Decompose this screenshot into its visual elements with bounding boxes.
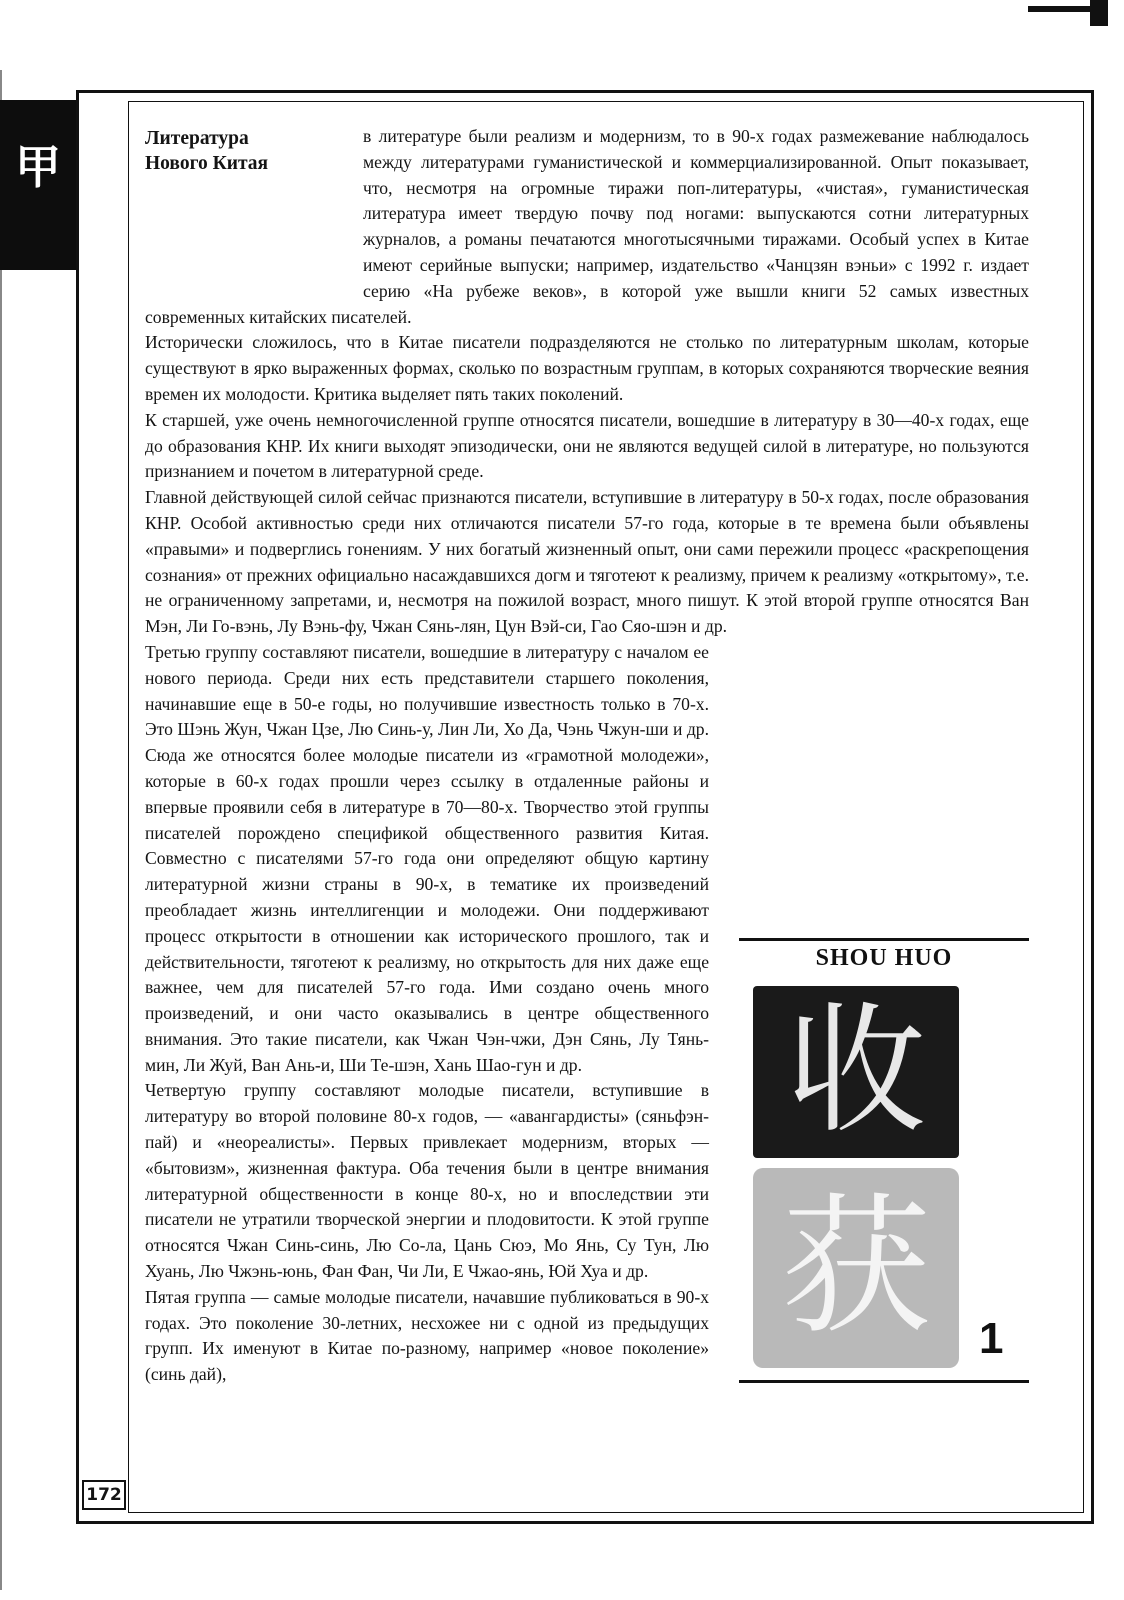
paragraph: К старшей, уже очень немногочисленной группе относятся писатели, вошедшие в литературу в 30—40-х годах, еще до образования КНР. Их книги выходят эпизодически, они не являются ведущей силой в литературе, но пользуются признанием и почетом в литературной среде. bbox=[145, 409, 1029, 482]
heading-line-1: Литература bbox=[145, 128, 249, 149]
paragraph: Четвертую группу составляют молодые писатели, вступившие в литературу во второй половине 80-х годов, — «авангардисты» (сяньфэн-пай) и «неореалисты». Первых привлекает модернизм, вторых — «бытовизм», жизненная фактура. Оба течения были в центре внимания литературной общественности в конце 80-х, но и впоследствии эти писатели не утратили творческой энергии и плодовитости. К этой группе относятся Чжан Синь-синь, Лю Со-ла, Цань Сюэ, Мо Янь, Су Тун, Лю Хуань, Лю Чжэнь-юнь, Фан Фан, Чи Ли, Е Чжао-янь, Юй Хуа и др. bbox=[145, 1080, 709, 1282]
figure-title: SHOU HUO bbox=[815, 944, 953, 971]
figure-char-top: 收 bbox=[785, 989, 926, 1153]
section-tab bbox=[0, 100, 76, 270]
paragraph: в литературе были реализм и модернизм, то в 90-х годах размежевание наблюдалось между литературами гуманистической и коммерциализированной. Опыт показывает, что, несмотря на огромные тиражи поп-литературы, «чистая», гуманистическая литература имеет твердую почву под ногами: выпускаются сотни литературных журналов, а романы печатаются многотысячными тиражами. Особый успех в Китае имеют серийные выпуски; например, издательство «Чанцзян вэньи» с 1992 г. издает серию «На рубеже веков», в которой уже вышли книги 52 самых известных современных китайских писателей. bbox=[145, 126, 1029, 327]
paragraph: Пятая группа — самые молодые писатели, начавшие публиковаться в 90-х годах. Это поколение 30-летних, несхожее ни с одной из предыдущих групп. Их именуют в Китае по-разному, например «новое поколение» (синь дай), bbox=[145, 1286, 709, 1385]
page-edge bbox=[0, 70, 12, 1590]
article-body bbox=[145, 124, 1029, 1396]
figure-light-panel bbox=[753, 1168, 959, 1368]
figure-bottom-rule bbox=[739, 1380, 1029, 1383]
page-number: 172 bbox=[82, 1480, 126, 1510]
figure-dark-panel bbox=[753, 986, 959, 1158]
corner-register-mark bbox=[1028, 0, 1108, 26]
figure-issue-number: 1 bbox=[979, 1313, 1004, 1363]
magazine-cover-figure bbox=[729, 936, 1029, 1396]
paragraph: Главной действующей силой сейчас признаются писатели, вступившие в литературу в 50-х годах, после образования КНР. Особой активностью среди них отличаются писатели 57-го года, которые в те времена были объявлены «правыми» и подверглись гонениям. У них богатый жизненный опыт, они сами пережили процесс «раскрепощения сознания» от прежних официально насаждавшихся догм и тяготеют к реализму, причем к реализму «открытому», т.е. не ограниченному запретами, и, несмотря на пожилой возраст, много пишут. К этой второй группе относятся Ван Мэн, Ли Го-вэнь, Лу Вэнь-фу, Чжан Сянь-лян, Цун Вэй-си, Гао Сяо-шэн и др. bbox=[145, 487, 1029, 637]
paragraph: Исторически сложилось, что в Китае писатели подразделяются не столько по литературным школам, которые существуют в ярко выраженных формах, сколько по возрастным группам, в которых сохраняются творческие веяния времен их молодости. Критика выделяет пять таких поколений. bbox=[145, 332, 1029, 404]
running-heading bbox=[145, 124, 345, 284]
paragraph: Третью группу составляют писатели, вошедшие в литературу с началом ее нового периода. Среди них есть представители старшего поколения, начинавшие еще в 50-е годы, но получившие известность только в 70-х. Это Шэнь Жун, Чжан Цзе, Лю Синь-у, Лин Ли, Хо Да, Чэнь Чжун-ши и др. Сюда же относятся более молодые писатели из «грамотной молодежи», которые в 60-х годах прошли через ссылку в отдаленные районы и впервые проявили себя в литературе в 70—80-х. Творчество этой группы писателей порождено спецификой общественного развития Китая. Совместно с писателями 57-го года они определяют общую картину литературной жизни страны в 90-х, в тематике их произведений преобладает жизнь интеллигенции и молодежи. Они поддерживают процесс открытости в отношении как исторического прошлого, так и действительности, тяготеют к реализму, но открытость для них даже еще важнее, чем для писателей 57-го года. Ими создано очень много произведений, и они часто оказывались в центре общественного внимания. Это такие писатели, как Чжан Чэн-чжи, Дэн Сянь, Лу Тянь-мин, Ли Жуй, Ван Ань-и, Ши Те-шэн, Хань Шао-гун и др. bbox=[145, 641, 709, 1075]
figure-top-rule bbox=[739, 938, 1029, 941]
section-tab-glyph: 甲 bbox=[15, 140, 61, 194]
heading-line-2: Нового Китая bbox=[145, 153, 269, 174]
figure-char-bottom: 获 bbox=[780, 1180, 931, 1355]
